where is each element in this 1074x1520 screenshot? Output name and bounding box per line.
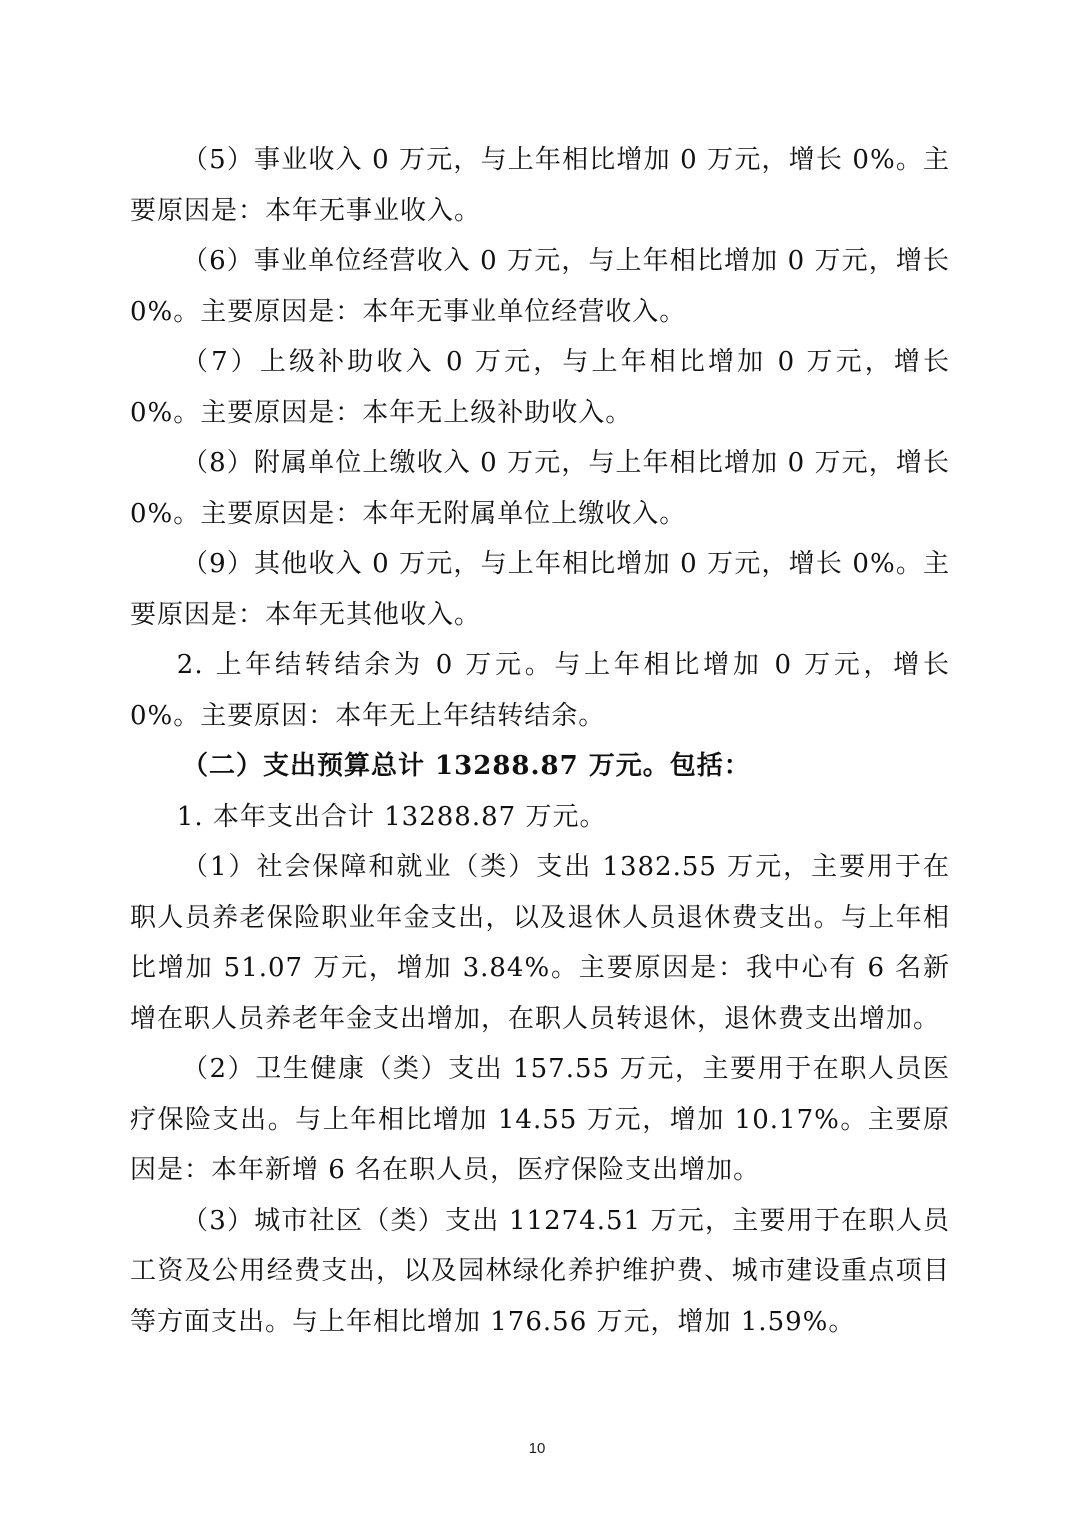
- paragraph-carryover: 2. 上年结转结余为 0 万元。与上年相比增加 0 万元，增长 0%。主要原因：本年无上年结转结余。: [130, 650, 950, 731]
- paragraph-urban-community: （3）城市社区（类）支出 11274.51 万元，主要用于在职人员工资及公用经费支出，以及园林绿化养护维护费、城市建设重点项目等方面支出。与上年相比增加 176.56 万元，增加 1.59%。: [130, 1205, 950, 1337]
- paragraph-total-expenditure: 1. 本年支出合计 13288.87 万元。: [176, 801, 607, 832]
- paragraph-health: （2）卫生健康（类）支出 157.55 万元，主要用于在职人员医疗保险支出。与上年相比增加 14.55 万元，增加 10.17%。主要原因是：本年新增 6 名在职人员，医疗保险支出增加。: [130, 1054, 950, 1185]
- section-heading-expenditure: （二）支出预算总计 13288.87 万元。包括：: [182, 751, 751, 781]
- paragraph-item-5: （5）事业收入 0 万元，与上年相比增加 0 万元，增长 0%。主要原因是：本年无事业收入。: [130, 145, 950, 226]
- page-number: 10: [528, 1440, 546, 1457]
- paragraph-item-7: （7）上级补助收入 0 万元，与上年相比增加 0 万元，增长 0%。主要原因是：本年无上级补助收入。: [130, 347, 950, 428]
- paragraph-item-8: （8）附属单位上缴收入 0 万元，与上年相比增加 0 万元，增长 0%。主要原因是：本年无附属单位上缴收入。: [130, 448, 950, 529]
- paragraph-item-6: （6）事业单位经营收入 0 万元，与上年相比增加 0 万元，增长 0%。主要原因是：本年无事业单位经营收入。: [130, 246, 950, 327]
- paragraph-social-security: （1）社会保障和就业（类）支出 1382.55 万元，主要用于在职人员养老保险职业年金支出，以及退休人员退休费支出。与上年相比增加 51.07 万元，增加 3.84%。主要原因是：我中心有 6 名新增在职人员养老年金支出增加，在职人员转退休，退休费支出增加。: [130, 852, 950, 1034]
- document-body: [130, 135, 950, 1347]
- paragraph-item-9: （9）其他收入 0 万元，与上年相比增加 0 万元，增长 0%。主要原因是：本年无其他收入。: [130, 549, 950, 630]
